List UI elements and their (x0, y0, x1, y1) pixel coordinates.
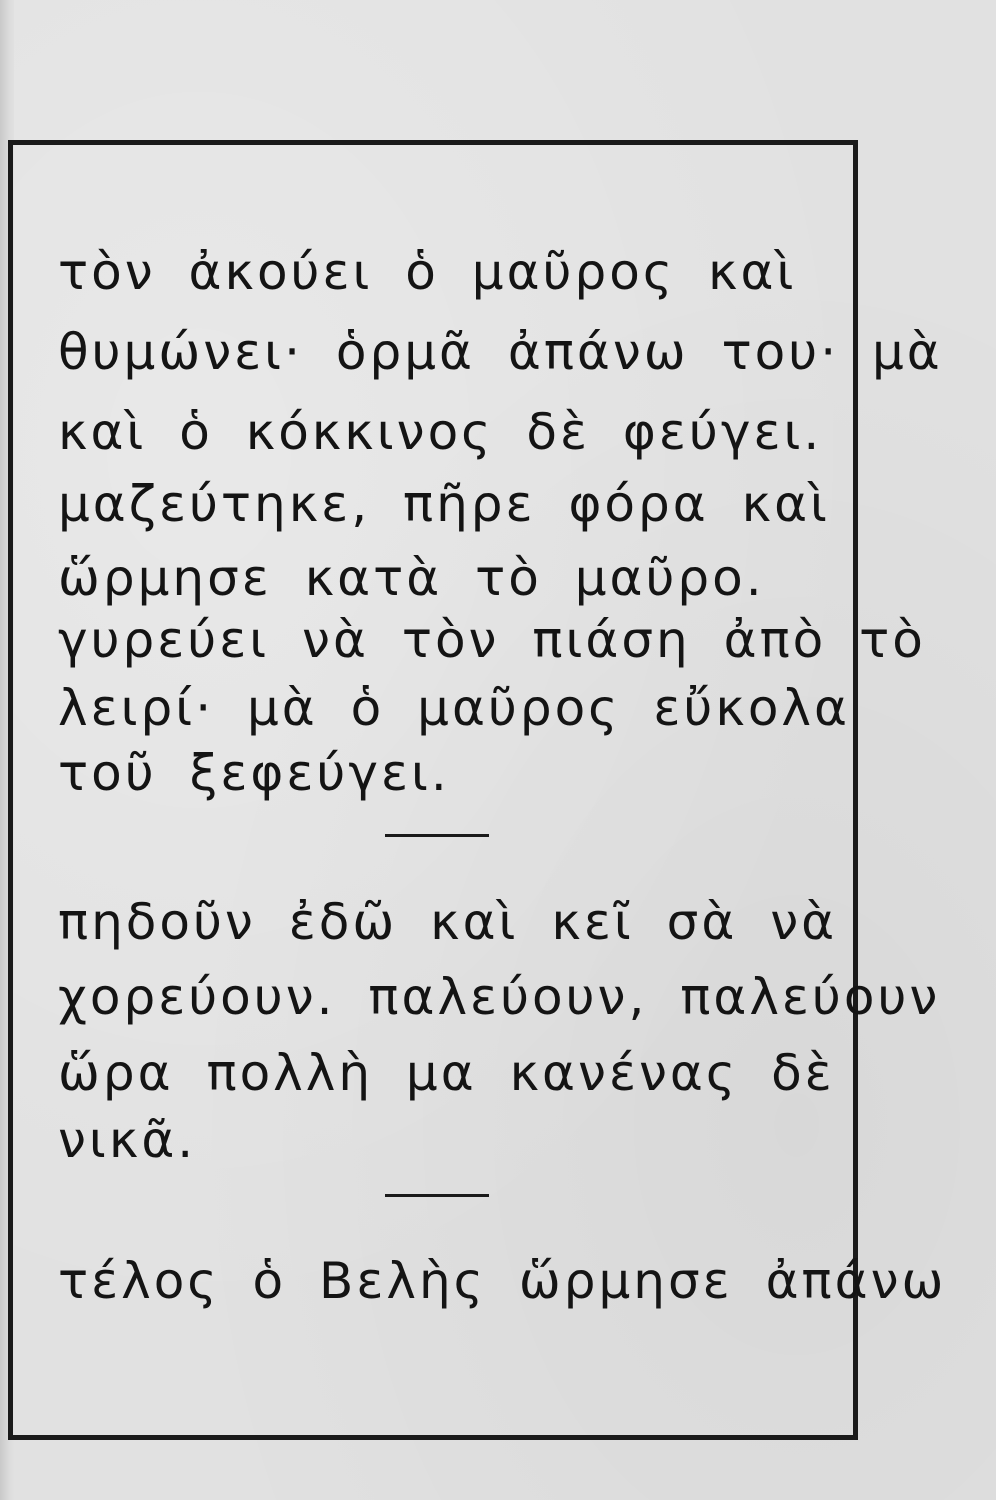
text-line: τέλος ὁ Βελὴς ὥρμησε ἀπάνω (58, 1252, 947, 1310)
text-line: χορεύουν. παλεύουν, παλεύουν (58, 968, 941, 1026)
text-line: τὸν ἀκούει ὁ μαῦρος καὶ (58, 243, 797, 301)
section-divider (385, 1194, 489, 1197)
text-line: θυμώνει· ὁρμᾶ ἀπάνω του· μὰ (58, 323, 943, 381)
text-line: γυρεύει νὰ τὸν πιάση ἀπὸ τὸ (58, 611, 926, 669)
text-line: καὶ ὁ κόκκινος δὲ φεύγει. (58, 403, 823, 461)
text-line: ὥρμησε κατὰ τὸ μαῦρο. (58, 549, 765, 607)
text-line: ὥρα πολλὴ μα κανένας δὲ (58, 1044, 835, 1102)
section-divider (385, 834, 489, 837)
text-line: νικᾶ. (58, 1111, 197, 1169)
text-line: λειρί· μὰ ὁ μαῦρος εὔκολα (58, 679, 850, 737)
text-line: πηδοῦν ἐδῶ καὶ κεῖ σὰ νὰ (58, 893, 838, 951)
text-line: τοῦ ξεφεύγει. (58, 744, 450, 802)
text-line: μαζεύτηκε, πῆρε φόρα καὶ (58, 475, 830, 533)
